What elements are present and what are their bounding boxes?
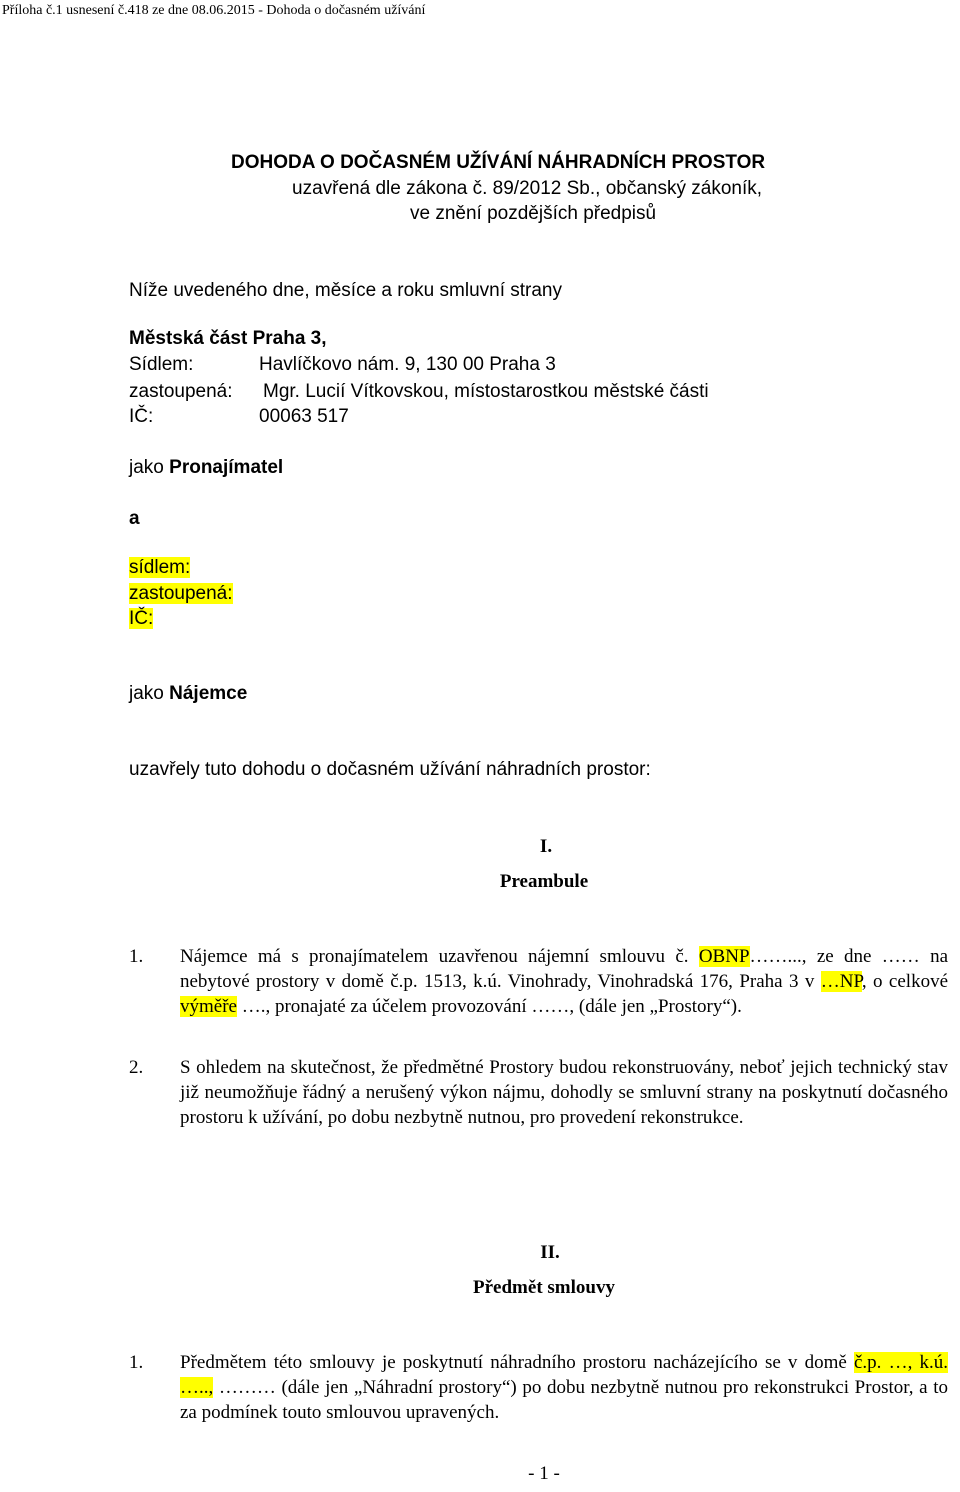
landlord-rep-label: zastoupená: xyxy=(129,381,233,402)
title-subline-1: uzavřená dle zákona č. 89/2012 Sb., občanský zákoník, xyxy=(292,178,763,199)
section-2-item-1-text: Předmětem této smlouvy je poskytnutí náhradního prostoru nacházejícího se v domě č.p. …, k.ú. ….., ……… (dále jen „Náhradní prostory“) po dobu nezbytně nutnou pro rekonstrukci Prostor, a to za podmínek touto smlouvou upravených. xyxy=(180,1352,948,1423)
section-2-item-1-number: 1. xyxy=(129,1352,144,1373)
page-number: - 1 - xyxy=(528,1463,560,1484)
closing-text: uzavřely tuto dohodu o dočasném užívání náhradních prostor: xyxy=(129,759,651,780)
conjunction-and: a xyxy=(129,508,140,529)
item-2-number: 2. xyxy=(129,1057,144,1078)
highlight-contract-no: OBNP xyxy=(698,946,750,967)
highlight-address: č.p. …, k.ú. ….., xyxy=(180,1352,948,1398)
tenant-rep-label: zastoupená: xyxy=(129,583,233,604)
landlord-name: Městská část Praha 3, xyxy=(129,328,327,349)
landlord-role xyxy=(129,456,283,480)
section-1-number: I. xyxy=(539,836,553,857)
item-1-number: 1. xyxy=(129,946,144,967)
item-2-text: S ohledem na skutečnost, že předmětné Prostory budou rekonstruovány, neboť jejich technický stav již neumožňuje řádný a nerušený výkon nájmu, dohodly se smluvní strany na poskytnutí dočasného prostoru k užívání, po dobu nezbytně nutnou, pro provedení rekonstrukce. xyxy=(180,1057,948,1128)
document-annotation: Příloha č.1 usnesení č.418 ze dne 08.06.2015 - Dohoda o dočasném užívání xyxy=(2,3,426,18)
landlord-id-value: 00063 517 xyxy=(259,406,349,427)
landlord-seat-value: Havlíčkovo nám. 9, 130 00 Praha 3 xyxy=(259,354,556,375)
tenant-role xyxy=(129,682,247,706)
tenant-seat-label: sídlem: xyxy=(129,557,191,578)
item-1-text: Nájemce má s pronajímatelem uzavřenou nájemní smlouvu č. OBNP……..., ze dne …… na nebytové prostory v domě č.p. 1513, k.ú. Vinohrady, Vinohradská 176, Praha 3 v …NP, o celkové výměře …., pronajaté za účelem provozování ……, (dále jen „Prostory“). xyxy=(180,946,949,1017)
role-landlord: Pronajímatel xyxy=(169,457,284,478)
landlord-id-label: IČ: xyxy=(129,406,154,427)
landlord-seat-label: Sídlem: xyxy=(129,354,194,375)
title-subline-2: ve znění pozdějších předpisů xyxy=(410,203,657,224)
highlight-floor: …NP xyxy=(820,971,862,992)
document-title: DOHODA O DOČASNÉM UŽÍVÁNÍ NÁHRADNÍCH PROSTOR xyxy=(231,152,766,173)
role-prefix: jako xyxy=(129,683,164,704)
highlight-area: výměře xyxy=(180,996,237,1017)
landlord-rep-value: Mgr. Lucií Vítkovskou, místostarostkou městské části xyxy=(263,381,709,402)
section-1-title: Preambule xyxy=(499,871,589,892)
role-tenant: Nájemce xyxy=(169,683,248,704)
tenant-id-label: IČ: xyxy=(129,608,154,629)
section-2-number: II. xyxy=(540,1242,560,1263)
role-prefix: jako xyxy=(129,457,164,478)
intro-text: Níže uvedeného dne, měsíce a roku smluvní strany xyxy=(129,280,563,301)
section-2-title: Předmět smlouvy xyxy=(473,1277,615,1298)
